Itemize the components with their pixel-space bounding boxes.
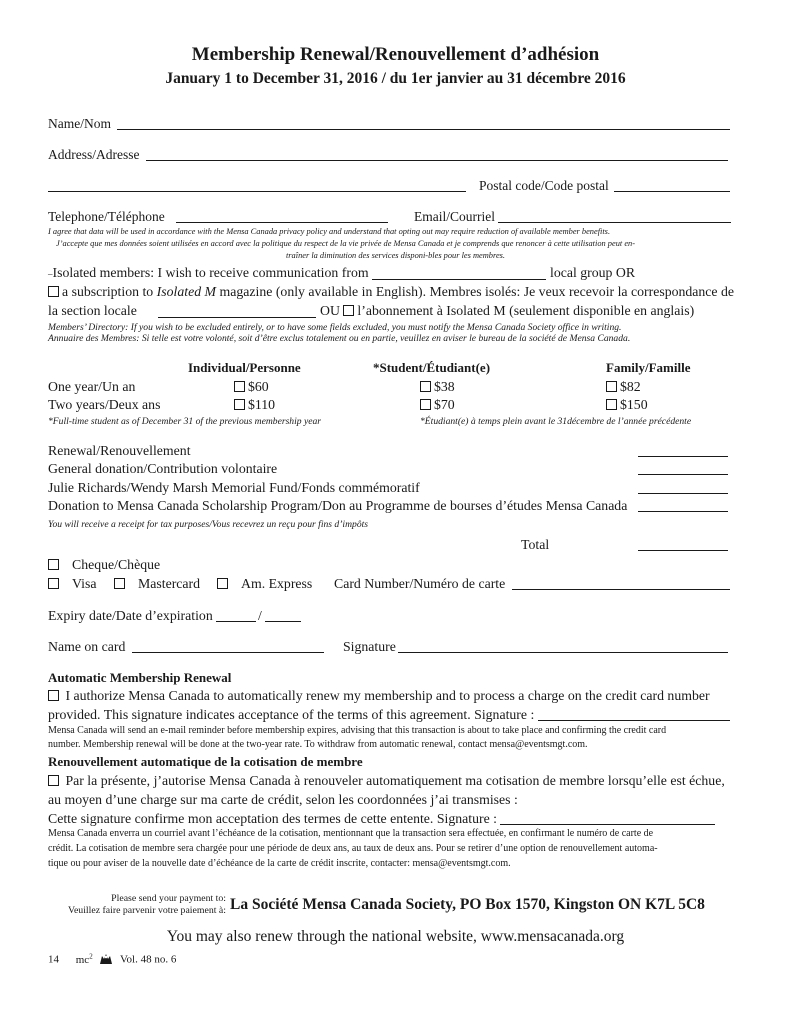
email-label: Email/Courriel xyxy=(414,209,495,224)
telephone-field[interactable] xyxy=(176,222,388,223)
fee-individual-1yr[interactable]: $60 xyxy=(234,379,269,395)
signature-field[interactable] xyxy=(398,652,728,653)
directory-text-en: Members’ Directory: If you wish to be excluded entirely, or to have some fields excluded, you must notify the Mensa Canada Society office in writing. xyxy=(48,322,622,333)
card-number-field[interactable] xyxy=(512,589,730,590)
cheque-checkbox[interactable] xyxy=(48,559,59,570)
abonnement-checkbox[interactable] xyxy=(343,305,354,316)
amex-option[interactable]: Am. Express xyxy=(217,576,312,592)
form-subtitle: January 1 to December 31, 2016 / du 1er janvier au 31 décembre 2016 xyxy=(165,70,626,87)
fee-student-1yr[interactable]: $38 xyxy=(420,379,455,395)
card-number-label: Card Number/Numéro de carte xyxy=(334,576,506,591)
scholarship-label: Donation to Mensa Canada Scholarship Program/Don au Programme de bourses d’études Mensa Canada xyxy=(48,498,628,513)
total-amount-field[interactable] xyxy=(638,550,728,551)
auto-renewal-fr-note-3: tique ou pour aviser de la nouvelle date d’échéance de la carte de crédit inscrite, contacter: mensa@eventsmgt.com. xyxy=(48,858,511,869)
auto-renewal-fr-line-1: Par la présente, j’autorise Mensa Canada à renouveler automatiquement ma cotisation de membre lorsqu’elle est échue, xyxy=(48,773,725,789)
name-on-card-label: Name on card xyxy=(48,639,126,654)
signature-label: Signature xyxy=(343,639,396,654)
email-field[interactable] xyxy=(498,222,731,223)
student-note-en: *Full-time student as of December 31 of the previous membership year xyxy=(48,416,322,427)
website-text: You may also renew through the national website, www.mensacanada.org xyxy=(166,928,625,945)
address-label: Address/Adresse xyxy=(48,147,140,162)
telephone-label: Telephone/Téléphone xyxy=(48,209,165,224)
donation-amount-field[interactable] xyxy=(638,474,728,475)
auto-renewal-fr-note-1: Mensa Canada enverra un courriel avant l’échéance de la cotisation, mentionnant que la transaction sera effectuée, en confirmant le numéro de carte de xyxy=(48,828,654,839)
mailing-address: La Société Mensa Canada Society, PO Box 1570, Kingston ON K7L 5C8 xyxy=(230,896,705,913)
isolated-m-checkbox[interactable] xyxy=(48,286,59,297)
auto-renewal-fr-heading: Renouvellement automatique de la cotisation de membre xyxy=(48,754,363,769)
amex-checkbox[interactable] xyxy=(217,578,228,589)
auto-renewal-fr-note-2: crédit. La cotisation de membre sera chargée pour une période de deux ans, au taux de deux ans. Pour se retirer d’une option de renouvellement automa- xyxy=(48,843,658,854)
send-payment-en: Please send your payment to: xyxy=(111,893,226,904)
checkbox-icon[interactable] xyxy=(606,381,617,392)
col-individual: Individual/Personne xyxy=(188,360,301,375)
auto-renewal-fr-line-3: Cette signature confirme mon acceptation des termes de cette entente. Signature : xyxy=(48,811,497,826)
expiry-month-field[interactable] xyxy=(216,621,256,622)
renewal-amount-field[interactable] xyxy=(638,456,728,457)
cheque-option[interactable]: Cheque/Chèque xyxy=(48,557,160,573)
privacy-text-en: I agree that data will be used in accordance with the Mensa Canada privacy policy and understand that opting out may require reduction of available member benefits. xyxy=(48,227,611,236)
auto-renewal-heading: Automatic Membership Renewal xyxy=(48,670,232,685)
checkbox-icon[interactable] xyxy=(234,399,245,410)
fee-family-2yr[interactable]: $150 xyxy=(606,397,648,413)
form-title: Membership Renewal/Renouvellement d’adhésion xyxy=(191,44,600,65)
mensa-logo-icon xyxy=(99,953,113,968)
volume: Vol. 48 no. 6 xyxy=(120,953,177,966)
donation-label: General donation/Contribution volontaire xyxy=(48,461,278,476)
row-one-year-label: One year/Un an xyxy=(48,379,136,394)
send-payment-fr: Veuillez faire parvenir votre paiement à: xyxy=(67,905,226,916)
isolated-line-1: –Isolated members: I wish to receive communication from xyxy=(48,265,369,280)
page-footer xyxy=(48,952,176,968)
checkbox-icon[interactable] xyxy=(420,399,431,410)
address-field-2[interactable] xyxy=(48,191,466,192)
total-label: Total xyxy=(521,537,550,552)
visa-option[interactable]: Visa xyxy=(48,576,96,592)
section-locale-field[interactable] xyxy=(158,317,316,318)
auto-renewal-fr-signature-field[interactable] xyxy=(500,824,715,825)
checkbox-icon[interactable] xyxy=(234,381,245,392)
postal-field[interactable] xyxy=(614,191,730,192)
fee-family-1yr[interactable]: $82 xyxy=(606,379,641,395)
fee-student-2yr[interactable]: $70 xyxy=(420,397,455,413)
checkbox-icon[interactable] xyxy=(420,381,431,392)
isolated-line-1-end: local group OR xyxy=(550,265,636,280)
scholarship-amount-field[interactable] xyxy=(638,511,728,512)
name-label: Name/Nom xyxy=(48,116,111,131)
page-number: 14 xyxy=(48,953,59,966)
auto-renewal-checkbox[interactable] xyxy=(48,690,59,701)
row-two-year-label: Two years/Deux ans xyxy=(48,397,161,412)
fee-individual-2yr[interactable]: $110 xyxy=(234,397,275,413)
address-field[interactable] xyxy=(146,160,728,161)
auto-renewal-line-2: provided. This signature indicates acceptance of the terms of this agreement. Signature : xyxy=(48,707,535,722)
magazine-name: $mc^2$ xyxy=(75,952,93,966)
auto-renewal-note-1: Mensa Canada will send an e-mail reminder before membership expires, advising that this transaction is about to take place and confirming the credit card xyxy=(48,725,667,736)
privacy-text-fr-2: traîner la diminution des services disponi-bles pour les membres. xyxy=(285,251,506,260)
auto-renewal-line-1: I authorize Mensa Canada to automatically renew my membership and to process a charge on the credit card number xyxy=(48,688,710,704)
mastercard-option[interactable]: Mastercard xyxy=(114,576,200,592)
isolated-line-2: a subscription to Isolated M magazine (only available in English). Membres isolés: Je veux recevoir la correspondance de xyxy=(48,284,734,300)
receipt-note: You will receive a receipt for tax purposes/Vous recevrez un reçu pour fins d’impôts xyxy=(48,519,369,530)
privacy-text-fr: J’accepte que mes données soient utilisées en accord avec la politique du respect de la vie privée de Mensa Canada et je comprends que renoncer à cette utilisation peut en- xyxy=(56,239,636,248)
student-note-fr: *Étudiant(e) à temps plein avant le 31décembre de l’année précédente xyxy=(420,416,692,427)
directory-text-fr: Annuaire des Membres: Si telle est votre volonté, soit d’être exclus totalement ou en partie, veuillez en aviser le bureau de la société de Mensa Canada. xyxy=(48,333,631,344)
renewal-label: Renewal/Renouvellement xyxy=(48,443,191,458)
col-student: *Student/Étudiant(e) xyxy=(373,360,491,375)
isolated-line-3-end: OU l’abonnement à Isolated M (seulement disponible en anglais) xyxy=(320,303,695,318)
auto-renewal-note-2: number. Membership renewal will be done at the two-year rate. To withdraw from automatic renewal, contact mensa@eventsmgt.com. xyxy=(48,739,588,750)
col-family: Family/Famille xyxy=(606,360,691,375)
mastercard-checkbox[interactable] xyxy=(114,578,125,589)
auto-renewal-fr-line-2: au moyen d’une charge sur ma carte de crédit, selon les coordonnées j’ai transmises : xyxy=(48,792,518,807)
local-group-field[interactable] xyxy=(372,279,546,280)
memorial-amount-field[interactable] xyxy=(638,493,728,494)
expiry-year-field[interactable] xyxy=(265,621,301,622)
auto-renewal-signature-field[interactable] xyxy=(538,720,730,721)
checkbox-icon[interactable] xyxy=(606,399,617,410)
memorial-label: Julie Richards/Wendy Marsh Memorial Fund/Fonds commémoratif xyxy=(48,480,420,495)
name-on-card-field[interactable] xyxy=(132,652,324,653)
visa-checkbox[interactable] xyxy=(48,578,59,589)
isolated-line-3-start: la section locale xyxy=(48,303,137,318)
postal-label: Postal code/Code postal xyxy=(479,178,609,193)
auto-renewal-fr-checkbox[interactable] xyxy=(48,775,59,786)
name-field[interactable] xyxy=(117,129,730,130)
expiry-label: Expiry date/Date d’expiration xyxy=(48,608,213,623)
expiry-separator: / xyxy=(258,608,262,623)
